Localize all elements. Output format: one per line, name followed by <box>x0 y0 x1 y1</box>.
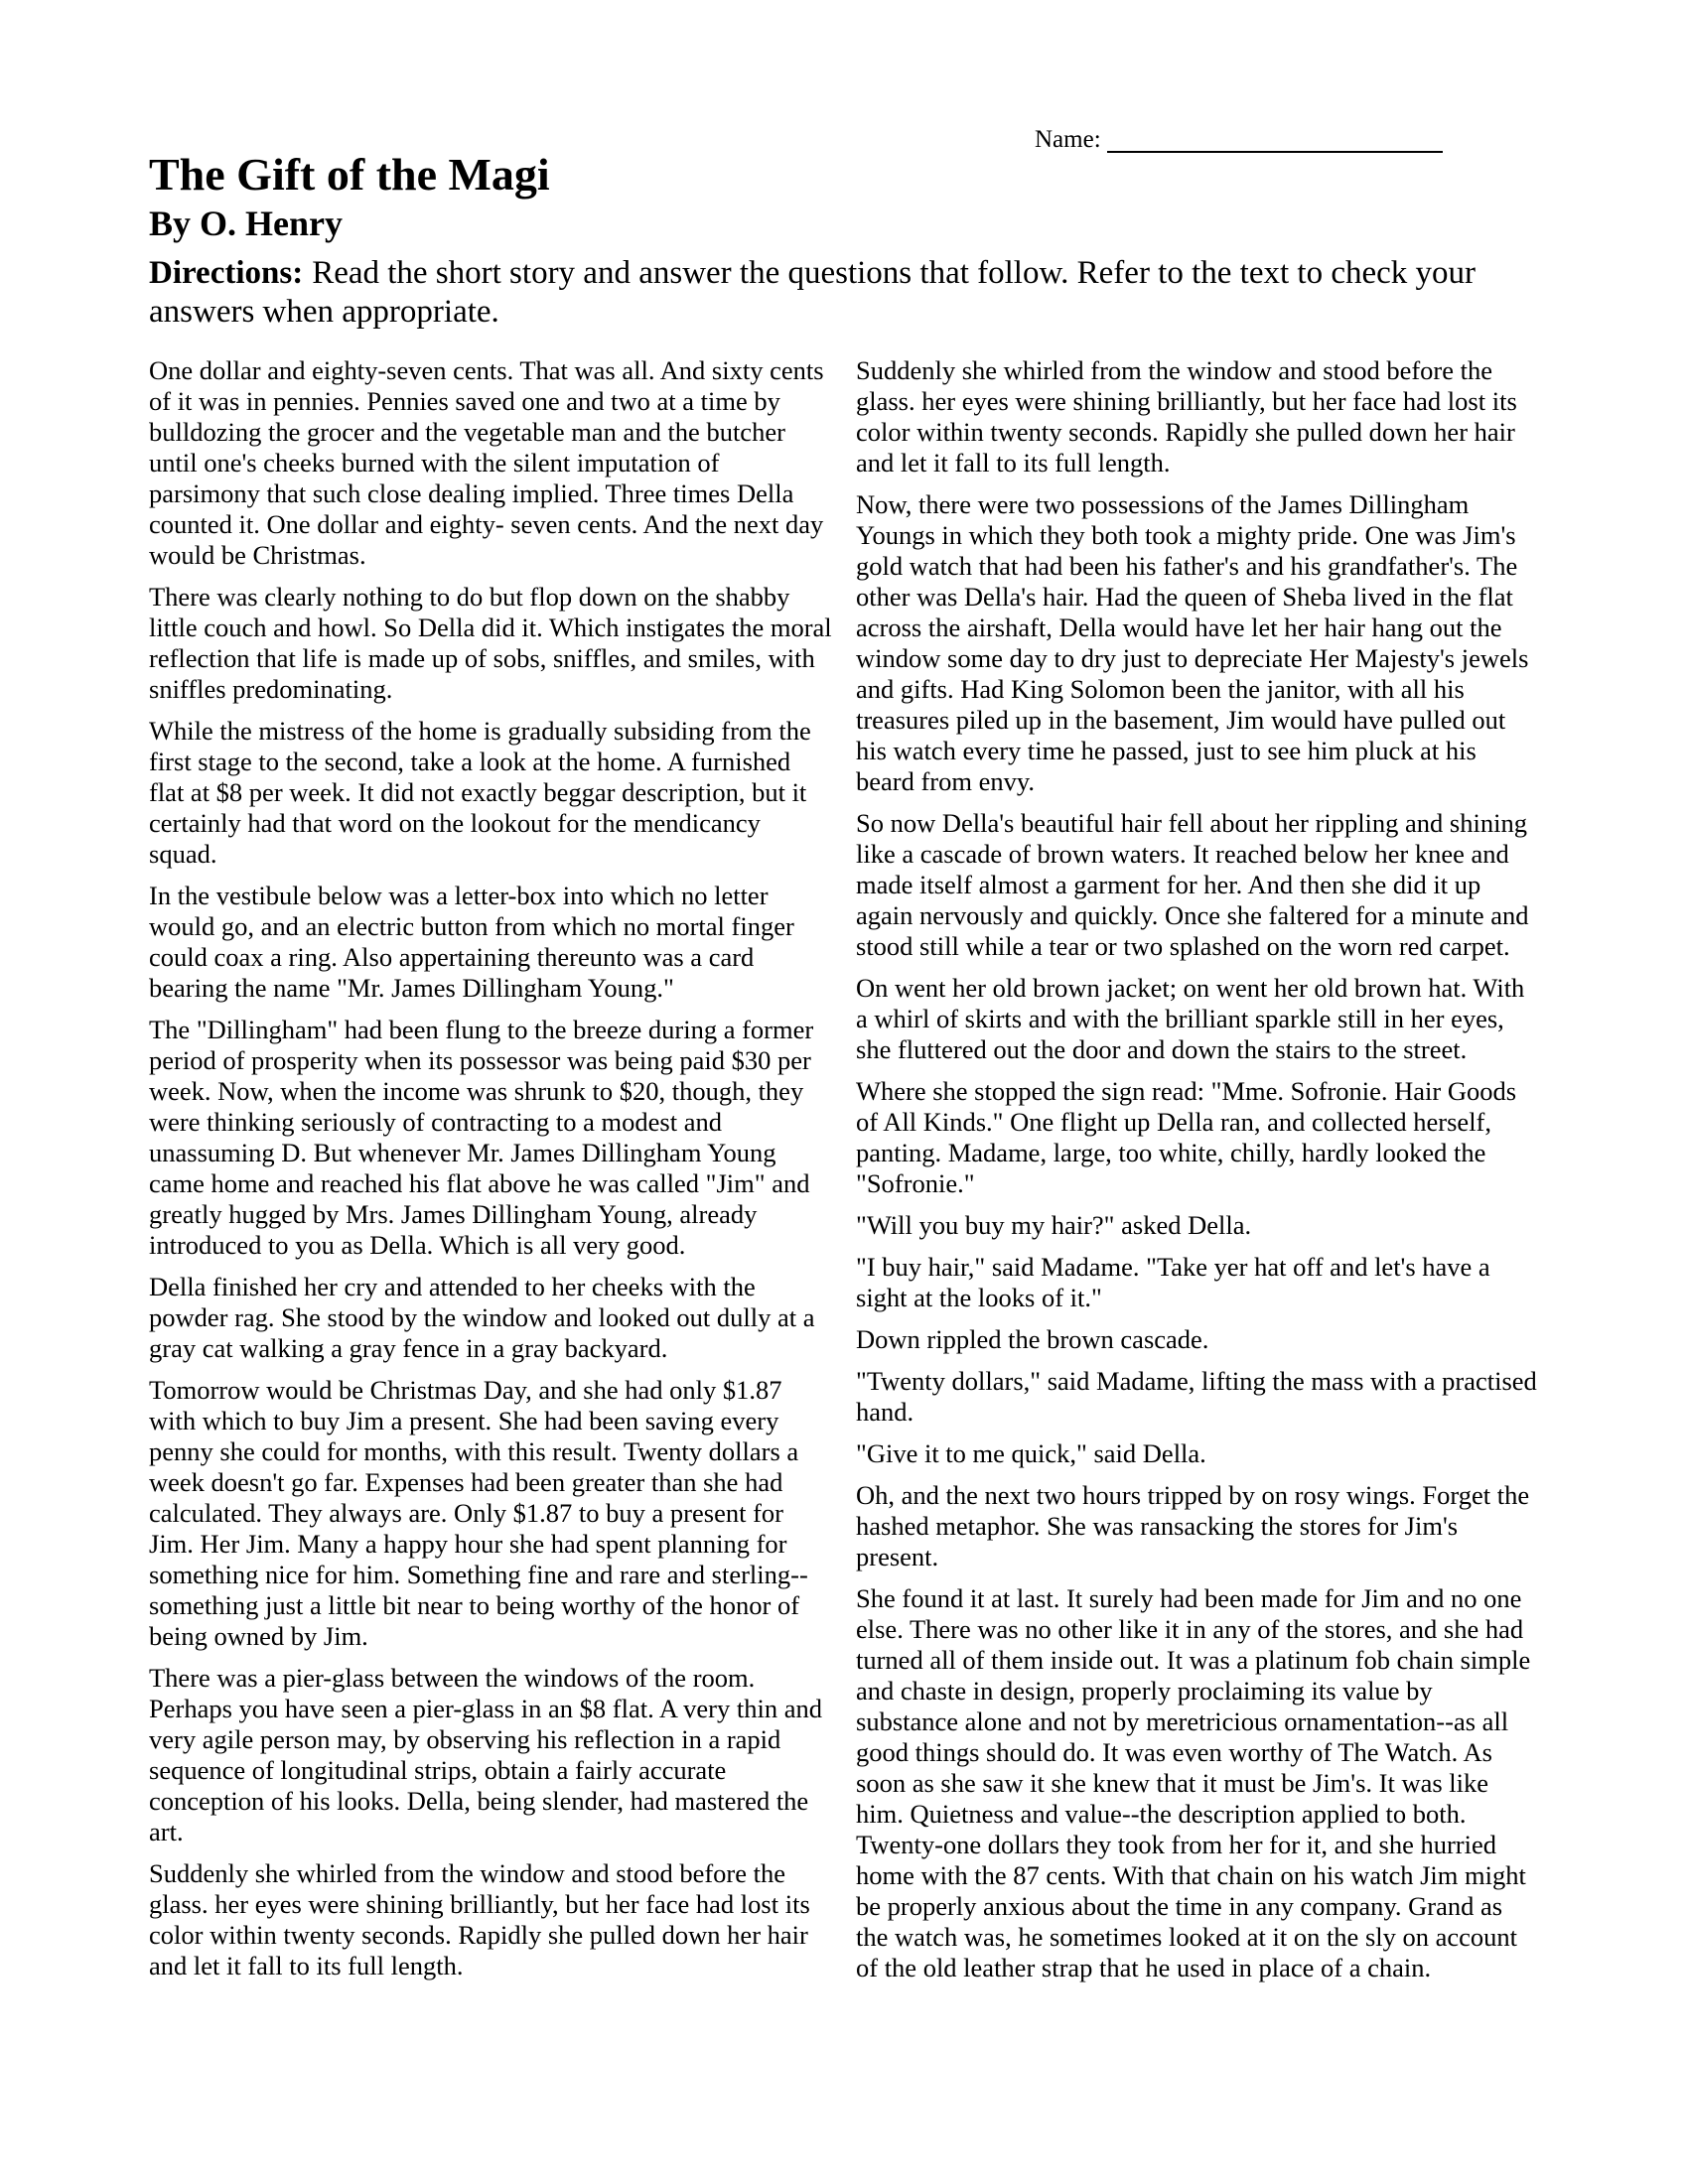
name-label: Name: <box>1035 126 1101 153</box>
story-paragraph: "I buy hair," said Madame. "Take yer hat off and let's have a sight at the looks of it." <box>856 1252 1490 1312</box>
story-columns <box>149 355 1539 1994</box>
directions-label: Directions: <box>149 255 304 291</box>
story-paragraph: While the mistress of the home is gradually subsiding from the first stage to the second, take a look at the home. A furnished flat at $8 per week. It did not exactly beggar description, but it certainly had that word on the lookout for the mendicancy squad. <box>149 716 811 869</box>
story-paragraph: On went her old brown jacket; on went her old brown hat. With a whirl of skirts and with the brilliant sparkle still in her eyes, she fluttered out the door and down the stairs to the street. <box>856 973 1525 1064</box>
story-paragraph: She found it at last. It surely had been made for Jim and no one else. There was no other like it in any of the stores, and she had turned all of them inside out. It was a platinum fob chain simple and chaste in design, properly proclaiming its value by substance alone and not by meretricious ornamentation--as all good things should do. It was even worthy of The Watch. As soon as she saw it she knew that it must be Jim's. It was like him. Quietness and value--the description applied to both. Twenty-one dollars they took from her for it, and she hurried home with the 87 cents. With that chain on his watch Jim might be properly anxious about the time in any company. Grand as the watch was, he sometimes looked at it on the sly on account of the old leather strap that he used in place of a chain. <box>856 1583 1531 1982</box>
story-paragraph: Della finished her cry and attended to her cheeks with the powder rag. She stood by the window and looked out dully at a gray cat walking a gray fence in a gray backyard. <box>149 1272 815 1363</box>
story-paragraph: There was a pier-glass between the windows of the room. Perhaps you have seen a pier-glass in an $8 flat. A very thin and very agile person may, by observing his reflection in a rapid sequence of longitudinal strips, obtain a fairly accurate conception of his looks. Della, being slender, had mastered the art. <box>149 1663 822 1846</box>
directions <box>149 254 1539 332</box>
story-paragraph: "Twenty dollars," said Madame, lifting the mass with a practised hand. <box>856 1366 1537 1427</box>
story-paragraph: Suddenly she whirled from the window and stood before the glass. her eyes were shining brilliantly, but her face had lost its color within twenty seconds. Rapidly she pulled down her hair and let it fall to its full length. <box>856 355 1517 478</box>
story-paragraph: One dollar and eighty-seven cents. That was all. And sixty cents of it was in pennies. Pennies saved one and two at a time by bulldozing the grocer and the vegetable man and the butcher until one's cheeks burned with the silent imputation of parsimony that such close dealing implied. Three times Della counted it. One dollar and eighty- seven cents. And the next day would be Christmas. <box>149 355 824 570</box>
story-paragraph: Now, there were two possessions of the James Dillingham Youngs in which they both took a mighty pride. One was Jim's gold watch that had been his father's and his grandfather's. The other was Della's hair. Had the queen of Sheba lived in the flat across the airshaft, Della would have let her hair hang out the window some day to dry just to depreciate Her Majesty's jewels and gifts. Had King Solomon been the janitor, with all his treasures piled up in the basement, Jim would have pulled out his watch every time he passed, just to see him pluck at his beard from envy. <box>856 489 1529 796</box>
byline: By O. Henry <box>149 204 343 243</box>
name-field <box>1035 125 1443 155</box>
story-paragraph: Suddenly she whirled from the window and stood before the glass. her eyes were shining brilliantly, but her face had lost its color within twenty seconds. Rapidly she pulled down her hair and let it fall to its full length. <box>149 1858 810 1980</box>
directions-text: Read the short story and answer the questions that follow. Refer to the text to check your answers when appropriate. <box>149 255 1476 330</box>
story-column-right <box>856 355 1539 1994</box>
story-paragraph: Oh, and the next two hours tripped by on rosy wings. Forget the hashed metaphor. She was ransacking the stores for Jim's present. <box>856 1480 1530 1571</box>
story-paragraph: In the vestibule below was a letter-box into which no letter would go, and an electric button from which no mortal finger could coax a ring. Also appertaining thereunto was a card bearing the name "Mr. James Dillingham Young." <box>149 881 794 1003</box>
story-paragraph: So now Della's beautiful hair fell about her rippling and shining like a cascade of brown waters. It reached below her knee and made itself almost a garment for her. And then she did it up again nervously and quickly. Once she faltered for a minute and stood still while a tear or two splashed on the worn red carpet. <box>856 808 1529 961</box>
story-paragraph: There was clearly nothing to do but flop down on the shabby little couch and howl. So Della did it. Which instigates the moral reflection that life is made up of sobs, sniffles, and smiles, with sniffles predominating. <box>149 582 832 704</box>
story-paragraph: The "Dillingham" had been flung to the breeze during a former period of prosperity when its possessor was being paid $30 per week. Now, when the income was shrunk to $20, though, they were thinking seriously of contracting to a modest and unassuming D. But whenever Mr. James Dillingham Young came home and reached his flat above he was called "Jim" and greatly hugged by Mrs. James Dillingham Young, already introduced to you as Della. Which is all very good. <box>149 1015 814 1260</box>
story-paragraph: "Give it to me quick," said Della. <box>856 1438 1206 1468</box>
story-column-left <box>149 355 832 1994</box>
story-paragraph: Tomorrow would be Christmas Day, and she had only $1.87 with which to buy Jim a present. She had been saving every penny she could for months, with this result. Twenty dollars a week doesn't go far. Expenses had been greater than she had calculated. They always are. Only $1.87 to buy a present for Jim. Her Jim. Many a happy hour she had spent planning for something nice for him. Something fine and rare and sterling--something just a little bit near to being worthy of the honor of being owned by Jim. <box>149 1375 808 1651</box>
story-paragraph: "Will you buy my hair?" asked Della. <box>856 1210 1252 1240</box>
story-paragraph: Where she stopped the sign read: "Mme. Sofronie. Hair Goods of All Kinds." One flight up Della ran, and collected herself, panting. Madame, large, too white, chilly, hardly looked the "Sofronie." <box>856 1076 1517 1198</box>
story-paragraph: Down rippled the brown cascade. <box>856 1324 1209 1354</box>
page-title: The Gift of the Magi <box>149 149 550 200</box>
name-blank-line <box>1107 127 1443 153</box>
